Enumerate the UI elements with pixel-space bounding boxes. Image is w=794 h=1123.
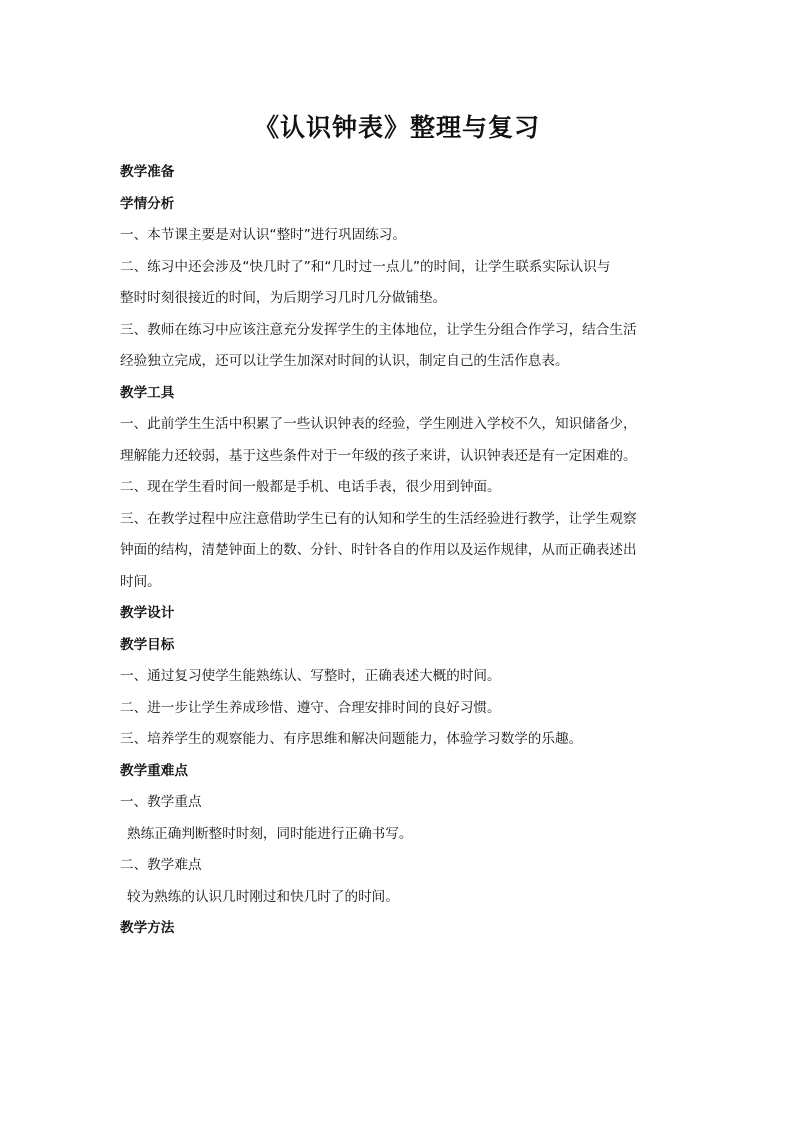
paragraph-line: 经验独立完成，还可以让学生加深对时间的认识，制定自己的生活作息表。 — [120, 353, 569, 369]
paragraph-line: 三、教师在练习中应该注意充分发挥学生的主体地位，让学生分组合作学习，结合生活 — [120, 321, 637, 338]
paragraph-line: 三、培养学生的观察能力、有序思维和解决问题能力，体验学习数学的乐趣。 — [120, 731, 583, 747]
paragraph-line: 二、现在学生看时间一般都是手机、电话手表，很少用到钟面。 — [120, 479, 501, 495]
section-heading-teaching-prep: 教学准备 — [120, 164, 175, 180]
subheading-key-point: 一、教学重点 — [120, 794, 202, 810]
paragraph-line: 三、在教学过程中应注意借助学生已有的认知和学生的生活经验进行教学，让学生观察 — [120, 510, 637, 527]
paragraph-line: 整时时刻很接近的时间，为后期学习几时几分做铺垫。 — [120, 290, 447, 306]
paragraph-line: 熟练正确判断整时时刻，同时能进行正确书写。 — [127, 825, 413, 842]
paragraph-line: 二、进一步让学生养成珍惜、遵守、合理安排时间的良好习惯。 — [120, 699, 501, 716]
section-heading-teaching-design: 教学设计 — [120, 605, 175, 621]
document-body — [120, 157, 692, 945]
section-heading-teaching-tools: 教学工具 — [120, 384, 175, 401]
paragraph-line: 一、此前学生生活中积累了一些认识钟表的经验，学生刚进入学校不久，知识储备少， — [120, 416, 637, 432]
paragraph-line: 一、本节课主要是对认识“整时”进行巩固练习。 — [120, 227, 406, 243]
document-title: 《认识钟表》整理与复习 — [253, 113, 540, 142]
section-heading-learning-analysis: 学情分析 — [120, 195, 175, 212]
section-heading-teaching-goals: 教学目标 — [120, 636, 175, 653]
paragraph-line: 较为熟练的认识几时刚过和快几时了的时间。 — [127, 888, 399, 905]
subheading-difficult-point: 二、教学难点 — [120, 857, 202, 873]
paragraph-line: 一、通过复习使学生能熟练认、写整时，正确表述大概的时间。 — [120, 668, 501, 684]
section-heading-key-difficult-points: 教学重难点 — [120, 762, 188, 779]
paragraph-line: 时间。 — [120, 573, 161, 590]
paragraph-line: 二、练习中还会涉及“快几时了”和“几时过一点儿”的时间，让学生联系实际认识与 — [120, 258, 611, 275]
paragraph-line: 理解能力还较弱，基于这些条件对于一年级的孩子来讲，认识钟表还是有一定困难的。 — [120, 447, 637, 464]
paragraph-line: 钟面的结构，清楚钟面上的数、分针、时针各自的作用以及运作规律，从而正确表述出 — [120, 542, 637, 558]
section-heading-teaching-methods: 教学方法 — [120, 920, 175, 936]
